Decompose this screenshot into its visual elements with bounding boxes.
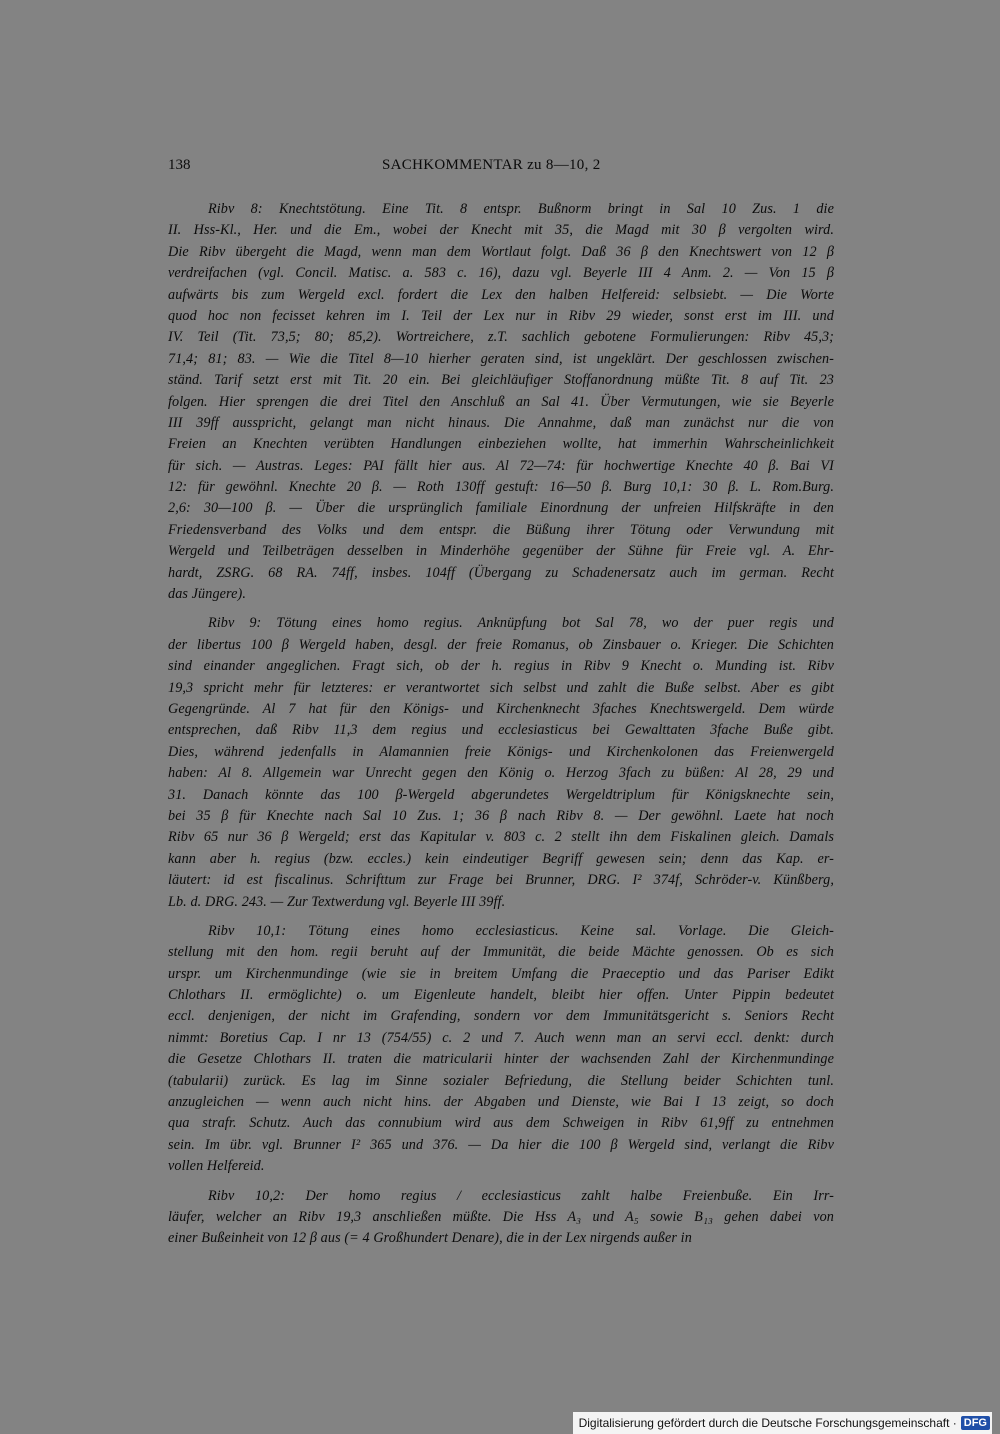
paragraph [168, 613, 834, 912]
document-body [168, 199, 834, 1258]
text-line: Wergeld und Teilbeträgen desselben in Minderhöhe gegenüber der Sühne für Freie vgl. A. Ehr- [168, 543, 834, 560]
text-line: Gegengründe. Al 7 hat für den Königs- und Kirchenknecht 3faches Knechtswergeld. Dem würde [168, 700, 834, 717]
text-line: Dies, während jedenfalls in Alamannien freie Königs- und Kirchenkolonen das Freienwergeld [168, 743, 834, 760]
paragraph [168, 199, 834, 605]
dfg-logo: DFG [961, 1416, 990, 1430]
text-line: IV. Teil (Tit. 73,5; 80; 85,2). Wortreichere, z.T. sachlich gebotene Formulierungen: Ribv 45,3; [168, 329, 834, 346]
text-line: Ribv 10,2: Der homo regius / ecclesiasticus zahlt halbe Freienbuße. Ein Irr- [208, 1187, 834, 1204]
text-line: das Jüngere). [168, 586, 246, 603]
text-line: bei 35 β für Knechte nach Sal 10 Zus. 1; 36 β nach Ribv 8. — Der gewöhnl. Laete hat noch [168, 807, 834, 824]
text-line: nimmt: Boretius Cap. I nr 13 (754/55) c. 2 und 7. Auch wenn man an servi eccl. denkt: durch [168, 1029, 834, 1046]
funding-notice: Digitalisierung gefördert durch die Deutsche Forschungsgemeinschaft · [578, 1416, 957, 1430]
footer-banner [573, 1412, 992, 1434]
text-line: Freien an Knechten verübten Handlungen einbeziehen wollte, hat immerhin Wahrscheinlichkeit [168, 436, 834, 453]
text-line: III 39ff ausspricht, gelangt man nicht hinaus. Die Annahme, daß man zunächst nur die von [168, 414, 834, 431]
paragraph [168, 921, 834, 1178]
text-line: Friedensverband des Volks und dem entspr. die Büßung ihrer Tötung oder Verwundung mit [168, 521, 834, 538]
text-line: eccl. denjenigen, der nicht im Grafending, sondern vor dem Immunitätsgericht s. Seniors Recht [168, 1008, 834, 1025]
text-line: 12: für gewöhnl. Knechte 20 β. — Roth 130ff gestuft: 16—50 β. Burg 10,1: 30 β. L. Rom.Burg. [168, 479, 834, 496]
text-line: Ribv 8: Knechtstötung. Eine Tit. 8 entspr. Bußnorm bringt in Sal 10 Zus. 1 die [208, 201, 834, 217]
text-line: sein. Im übr. vgl. Brunner I² 365 und 376. — Da hier die 100 β Wergeld sind, verlangt die Ribv [168, 1136, 834, 1153]
text-line: urspr. um Kirchenmundinge (wie sie in breitem Umfang die Praeceptio und das Pariser Edikt [168, 965, 834, 982]
text-line: aufwärts bis zum Wergeld excl. fordert die Lex den halben Helfereid: selbsiebt. — Die Worte [168, 286, 834, 303]
text-line: 71,4; 81; 83. — Wie die Titel 8—10 hierher geraten sind, ist ungeklärt. Der geschlossen zwischen- [168, 350, 834, 367]
text-line: läutert: id est fiscalinus. Schrifttum zur Frage bei Brunner, DRG. I² 374f, Schröder-v. Künßberg, [168, 872, 834, 889]
text-line: folgen. Hier sprengen die drei Titel den Anschluß an Sal 41. Über Vermutungen, wie sie Beyerle [168, 393, 834, 410]
text-line: II. Hss-Kl., Her. und die Em., wobei der Knecht mit 35, die Magd mit 30 β vergolten wird. [168, 222, 834, 239]
text-line: verdreifachen (vgl. Concil. Matisc. a. 583 c. 16), dazu vgl. Beyerle III 4 Anm. 2. — Von 15 β [168, 265, 834, 282]
page-header [168, 157, 834, 181]
text-line: (tabularii) zurück. Es lag im Sinne sozialer Befriedung, die Stellung beider Schichten tunl. [168, 1072, 834, 1089]
text-line: entsprechen, daß Ribv 11,3 dem regius und ecclesiasticus bei Gewalttaten 3fache Buße gibt. [168, 722, 834, 739]
running-title: SACHKOMMENTAR zu 8—10, 2 [382, 157, 601, 173]
text-line: vollen Helfereid. [168, 1158, 265, 1175]
page-number: 138 [168, 157, 191, 173]
text-line: 2,6: 30—100 β. — Über die ursprünglich familiale Einordnung der unfreien Hilfskräfte in den [168, 500, 834, 517]
text-line: 31. Danach könnte das 100 β-Wergeld abgerundetes Wergeldtriplum für Königsknechte sein, [168, 786, 834, 803]
text-line: Die Ribv übergeht die Magd, wenn man dem Wortlaut folgt. Daß 36 β den Knechtswert von 12 β [168, 243, 834, 260]
text-line: kann aber h. regius (bzw. eccles.) kein eindeutiger Begriff gewesen sein; denn das Kap. er- [168, 850, 834, 867]
text-line: Ribv 10,1: Tötung eines homo ecclesiasticus. Keine sal. Vorlage. Die Gleich- [208, 922, 834, 939]
text-line: 19,3 spricht mehr für letzteres: er verantwortet sich selbst und zahlt die Buße selbst. Aber es gibt [168, 679, 834, 696]
text-line: haben: Al 8. Allgemein war Unrecht gegen den König o. Herzog 3fach zu büßen: Al 28, 29 und [168, 765, 834, 782]
text-line: quod hoc non fecisset kehren im I. Teil der Lex nur in Ribv 29 wieder, sonst erst im III. und [168, 307, 834, 324]
paragraph [168, 1186, 834, 1250]
text-line: einer Bußeinheit von 12 β aus (= 4 Großhundert Denare), die in der Lex nirgends außer in [168, 1230, 692, 1247]
text-line: sind einander angeglichen. Fragt sich, ob der h. regius in Ribv 9 Knecht o. Munding ist. Ribv [168, 658, 834, 675]
text-line: der libertus 100 β Wergeld haben, desgl. der freie Romanus, ob Zinsbauer o. Krieger. Die Schichten [168, 636, 834, 653]
text-line: ständ. Tarif setzt erst mit Tit. 20 ein. Bei gleichläufiger Stoffanordnung müßte Tit. 8 auf Tit. 23 [168, 372, 834, 389]
text-line: die Gesetze Chlothars II. traten die matricularii hinter der wachsenden Zahl der Kirchenmundinge [168, 1051, 834, 1068]
text-line: stellung mit den hom. regii beruht auf der Immunität, die beide Mächte genossen. Ob es sich [168, 944, 834, 961]
text-line: Lb. d. DRG. 243. — Zur Textwerdung vgl. Beyerle III 39ff. [168, 893, 506, 910]
text-line: Chlothars II. ermöglichte) o. um Eigenleute handelt, bleibt hier offen. Unter Pippin bedeutet [168, 987, 834, 1004]
text-line: anzugleichen — wenn auch nicht hins. der Abgaben und Dienste, wie Bai I 13 zeigt, so doch [168, 1094, 834, 1111]
text-line: qua strafr. Schutz. Auch das connubium wird aus dem Schweigen in Ribv 61,9ff zu entnehmen [168, 1115, 834, 1132]
text-line: hardt, ZSRG. 68 RA. 74ff, insbes. 104ff (Übergang zu Schadenersatz auch im german. Recht [168, 564, 834, 581]
text-line: Ribv 65 nur 36 β Wergeld; erst das Kapitular v. 803 c. 2 stellt ihn dem Fiskalinen gleich. Damals [168, 829, 834, 846]
text-line: für sich. — Austras. Leges: PAI fällt hier aus. Al 72—74: für hochwertige Knechte 40 β. Bai VI [168, 457, 834, 474]
text-line: Ribv 9: Tötung eines homo regius. Anknüpfung bot Sal 78, wo der puer regis und [208, 615, 834, 632]
text-line: läufer, welcher an Ribv 19,3 anschließen müßte. Die Hss A₃ und A₅ sowie B₁₃ gehen dabei von [168, 1208, 834, 1225]
